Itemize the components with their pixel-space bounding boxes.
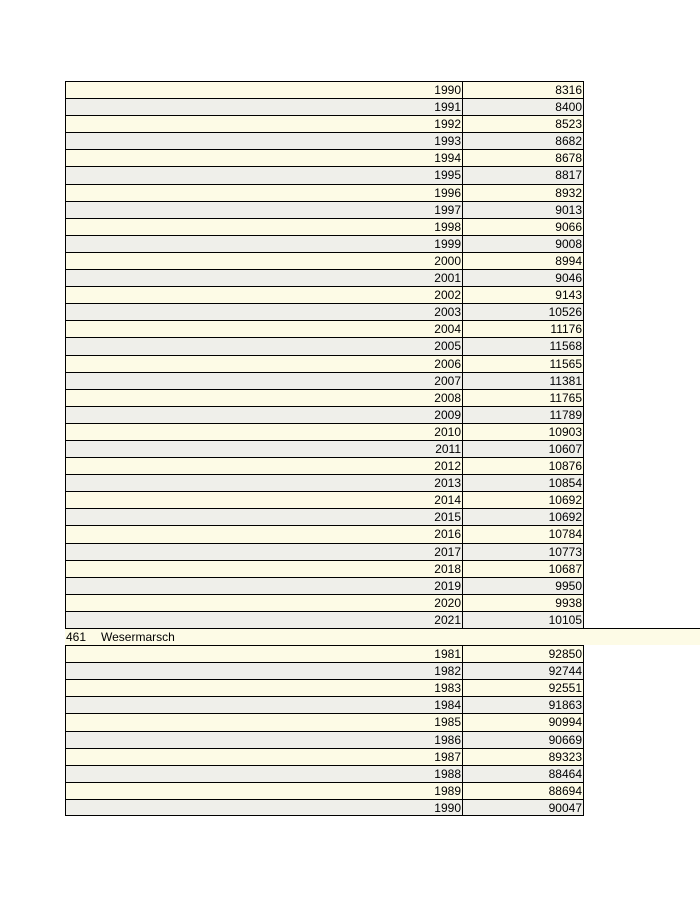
table-row (65, 235, 700, 252)
table-row (65, 98, 700, 115)
value-cell: 88464 (462, 765, 584, 782)
year-cell: 2015 (65, 508, 463, 525)
value-cell: 8932 (462, 184, 584, 201)
table-row (65, 355, 700, 372)
value-cell: 8682 (462, 132, 584, 149)
value-cell: 11565 (462, 355, 584, 372)
year-cell: 1992 (65, 115, 463, 132)
year-cell: 1996 (65, 184, 463, 201)
year-cell: 1990 (65, 81, 463, 98)
table-row (65, 81, 700, 98)
value-cell: 10692 (462, 491, 584, 508)
value-cell: 10607 (462, 440, 584, 457)
year-cell: 2008 (65, 389, 463, 406)
year-cell: 2011 (65, 440, 463, 457)
value-cell: 89323 (462, 748, 584, 765)
year-cell: 2005 (65, 337, 463, 354)
data-table (65, 81, 700, 816)
value-cell: 90994 (462, 713, 584, 730)
value-cell: 9143 (462, 286, 584, 303)
value-cell: 11381 (462, 372, 584, 389)
value-cell: 8678 (462, 149, 584, 166)
table-row (65, 577, 700, 594)
value-cell: 92850 (462, 645, 584, 662)
table-row (65, 201, 700, 218)
year-cell: 1987 (65, 748, 463, 765)
table-row (65, 372, 700, 389)
year-cell: 2006 (65, 355, 463, 372)
year-cell: 1983 (65, 679, 463, 696)
value-cell: 10773 (462, 543, 584, 560)
year-cell: 1990 (65, 799, 463, 816)
table-row (65, 389, 700, 406)
table-row (65, 218, 700, 235)
value-cell: 8523 (462, 115, 584, 132)
year-cell: 2000 (65, 252, 463, 269)
year-cell: 2003 (65, 303, 463, 320)
table-row (65, 474, 700, 491)
table-row (65, 440, 700, 457)
region-name: Wesermarsch (101, 630, 175, 644)
year-cell: 2020 (65, 594, 463, 611)
value-cell: 9008 (462, 235, 584, 252)
value-cell: 11176 (462, 320, 584, 337)
year-cell: 1995 (65, 166, 463, 183)
value-cell: 9046 (462, 269, 584, 286)
table-row (65, 320, 700, 337)
value-cell: 11765 (462, 389, 584, 406)
table-row (65, 662, 700, 679)
value-cell: 10903 (462, 423, 584, 440)
value-cell: 8817 (462, 166, 584, 183)
table-row (65, 115, 700, 132)
value-cell: 91863 (462, 696, 584, 713)
value-cell: 10876 (462, 457, 584, 474)
year-cell: 2017 (65, 543, 463, 560)
year-cell: 2001 (65, 269, 463, 286)
value-cell: 90669 (462, 731, 584, 748)
value-cell: 11789 (462, 406, 584, 423)
value-cell: 92551 (462, 679, 584, 696)
table-row (65, 525, 700, 542)
year-cell: 1981 (65, 645, 463, 662)
value-cell: 10105 (462, 611, 584, 628)
year-cell: 2013 (65, 474, 463, 491)
year-cell: 2010 (65, 423, 463, 440)
table-row (65, 611, 700, 628)
year-cell: 1991 (65, 98, 463, 115)
region-header-row (65, 628, 700, 645)
value-cell: 88694 (462, 782, 584, 799)
year-cell: 1998 (65, 218, 463, 235)
value-cell: 8400 (462, 98, 584, 115)
value-cell: 10526 (462, 303, 584, 320)
year-cell: 1984 (65, 696, 463, 713)
year-cell: 2004 (65, 320, 463, 337)
table-row (65, 765, 700, 782)
table-row (65, 731, 700, 748)
year-cell: 2012 (65, 457, 463, 474)
table-row (65, 252, 700, 269)
value-cell: 10687 (462, 560, 584, 577)
table-row (65, 184, 700, 201)
table-row (65, 508, 700, 525)
table-row (65, 491, 700, 508)
year-cell: 1985 (65, 713, 463, 730)
table-row (65, 337, 700, 354)
table-row (65, 594, 700, 611)
value-cell: 90047 (462, 799, 584, 816)
value-cell: 9950 (462, 577, 584, 594)
year-cell: 2018 (65, 560, 463, 577)
table-row (65, 782, 700, 799)
table-row (65, 645, 700, 662)
year-cell: 1989 (65, 782, 463, 799)
value-cell: 10854 (462, 474, 584, 491)
table-row (65, 423, 700, 440)
table-row (65, 132, 700, 149)
year-cell: 1986 (65, 731, 463, 748)
table-row (65, 696, 700, 713)
year-cell: 2002 (65, 286, 463, 303)
table-row (65, 560, 700, 577)
value-cell: 10784 (462, 525, 584, 542)
value-cell: 92744 (462, 662, 584, 679)
year-cell: 1994 (65, 149, 463, 166)
year-cell: 1988 (65, 765, 463, 782)
region-code: 461 (66, 630, 87, 644)
table-row (65, 269, 700, 286)
year-cell: 2007 (65, 372, 463, 389)
year-cell: 1982 (65, 662, 463, 679)
value-cell: 11568 (462, 337, 584, 354)
value-cell: 9013 (462, 201, 584, 218)
table-row (65, 303, 700, 320)
table-row (65, 166, 700, 183)
table-row (65, 457, 700, 474)
table-row (65, 679, 700, 696)
year-cell: 2014 (65, 491, 463, 508)
year-cell: 1999 (65, 235, 463, 252)
table-row (65, 406, 700, 423)
table-row (65, 543, 700, 560)
value-cell: 9938 (462, 594, 584, 611)
table-row (65, 713, 700, 730)
year-cell: 1993 (65, 132, 463, 149)
table-row (65, 799, 700, 816)
year-cell: 2016 (65, 525, 463, 542)
value-cell: 8994 (462, 252, 584, 269)
year-cell: 2009 (65, 406, 463, 423)
year-cell: 2021 (65, 611, 463, 628)
year-cell: 1997 (65, 201, 463, 218)
value-cell: 9066 (462, 218, 584, 235)
table-row (65, 286, 700, 303)
value-cell: 10692 (462, 508, 584, 525)
table-row (65, 149, 700, 166)
value-cell: 8316 (462, 81, 584, 98)
year-cell: 2019 (65, 577, 463, 594)
table-row (65, 748, 700, 765)
